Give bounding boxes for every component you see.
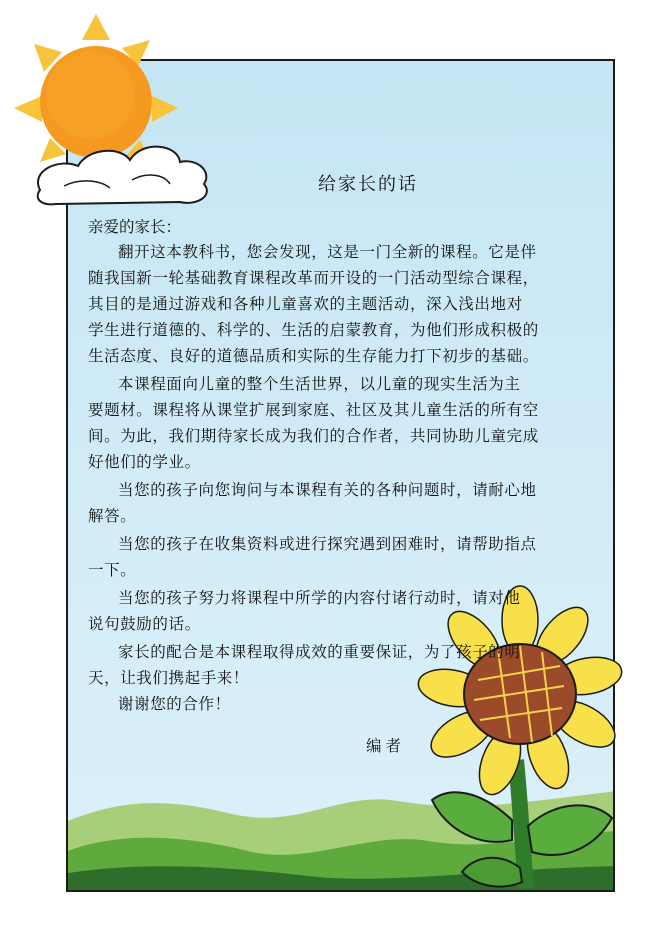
letter-line: 生活态度、良好的道德品质和实际的生存能力打下初步的基础。 <box>88 347 539 365</box>
letter-line: 家长的配合是本课程取得成效的重要保证，为了孩子的明 <box>118 643 521 661</box>
cloud-icon <box>38 147 207 205</box>
letter-line: 随我国新一轮基础教育课程改革而开设的一门活动型综合课程， <box>88 269 539 287</box>
letter-line: 其目的是通过游戏和各种儿童喜欢的主题活动，深入浅出地对 <box>88 295 523 313</box>
letter-signature: 编者 <box>366 737 406 755</box>
letter-line: 翻开这本教科书，您会发现，这是一门全新的课程。它是伴 <box>118 243 537 261</box>
letter-line: 当您的孩子努力将课程中所学的内容付诸行动时，请对他 <box>118 589 521 607</box>
letter-line: 一下。 <box>88 561 137 579</box>
sun-icon <box>14 14 178 164</box>
letter-title: 给家长的话 <box>318 174 418 195</box>
letter-greeting: 亲爱的家长： <box>88 218 182 236</box>
letter-line: 谢谢您的合作！ <box>118 695 231 713</box>
letter-line: 解答。 <box>88 507 137 525</box>
letter-line: 学生进行道德的、科学的、生活的启蒙教育，为他们形成积极的 <box>88 321 539 339</box>
letter-line: 本课程面向儿童的整个生活世界，以儿童的现实生活为主 <box>118 375 521 393</box>
letter-line: 间。为此，我们期待家长成为我们的合作者，共同协助儿童完成 <box>88 427 539 445</box>
letter-line: 天，让我们携起手来！ <box>88 669 250 687</box>
letter-line: 要题材。课程将从课堂扩展到家庭、社区及其儿童生活的所有空 <box>88 401 539 419</box>
letter-line: 好他们的学业。 <box>88 453 201 471</box>
letter-line: 当您的孩子在收集资料或进行探究遇到困难时，请帮助指点 <box>118 535 537 553</box>
letter-line: 当您的孩子向您询问与本课程有关的各种问题时，请耐心地 <box>118 481 537 499</box>
letter-line: 说句鼓励的话。 <box>88 615 201 633</box>
